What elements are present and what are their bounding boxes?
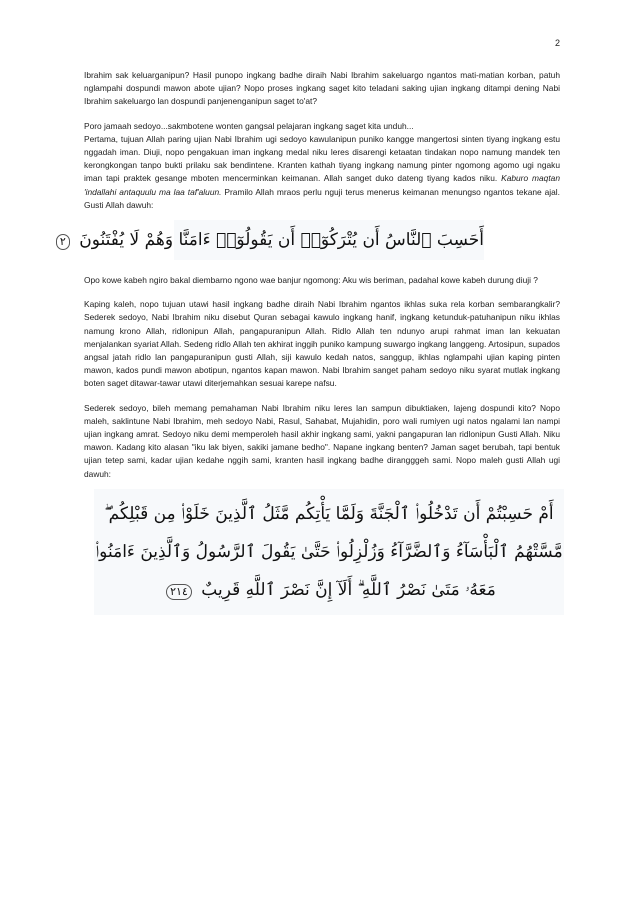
page-number: 2 [554, 38, 560, 48]
verse-1-text: أَحَسِبَ ٱلنَّاسُ أَن يُتْرَكُوٓا۟ أَن يَقُولُوٓا۟ ءَامَنَّا وَهُمْ لَا يُفْتَنُونَ [79, 230, 484, 251]
arabic-quote-transliteration: Kaburo maqtan 'indallahi antaquulu ma laa taf'aluun. [84, 173, 560, 197]
paragraph-reflection: Sederek sedoyo, bileh memang pemahaman Nabi Ibrahim niku leres lan sampun dibuktiaken, lajeng dospundi kito? Nopo maleh, saklintune Nabi Ibrahim, meh sedoyo Nabi, Rasul, Sahabat, Mujahidin, poro wali rumiyen ugi natos ngalami lan nampi ujian ingkang amrat. Sedoyo niku demi memperoleh hasil akhir ingkang sami, yakni pangapuran lan ridlonipun Gusti Allah. Niku mawon. Kadang kito alasan "iku lak biyen, sakiki jamane bedho". Napane ingkang benten? Jaman saget berubah, tapi bentuk ujian tetep sami, kadar ujian kedahe nggih sami, kranten hasil ingkang badhe dirangggeh sami. Nopo maleh gusti Allah ugi dawuh: [84, 402, 560, 479]
paragraph-intro: Ibrahim sak keluarganipun? Hasil punopo ingkang badhe diraih Nabi Ibrahim sakeluargo ngantos mati-matian korban, patuh nglampahi dospundi mawon abote ujian? Nopo proses ingkang saget kito teladani saking ujian ingkang ditampi dening Nabi Ibrahim sakeluargo lan dospundi panjenenganipun saget to'at? [84, 70, 560, 107]
paragraph-first-lesson [84, 133, 560, 212]
paragraph-verse-translation: Opo kowe kabeh ngiro bakal diembarno ngono wae banjur ngomong: Aku wis beriman, padahal kowe kabeh durung diuji ? [84, 275, 538, 286]
first-lesson-continuation: Pramilo Allah mraos perlu nguji terus menerus keimanan menungso ngantos tekane ajal. Gusti Allah dawuh: [84, 186, 560, 210]
first-lesson-text: Pertama, tujuan Allah paring ujian Nabi Ibrahim ugi sedoyo kawulanipun puniko kangge mangertosi sinten tiyang ingkang estu nggadah iman. Diuji, nopo pengakuan iman ingkang medal niku leres disarengi ketaatan tindakan nopo namung mandek ten kerongkongan tanpo bukti prilaku sak bendintene. Kranten kathah tiyang ingkang namung pinter ngomong agomo ugi ngaku iman tapi praktek gesange mboten mencerminkan keimanan. Allah sanget duko dateng tiyang kados niku. [84, 133, 560, 184]
paragraph-lessons-intro: Poro jamaah sedoyo...sakmbotene wonten gangsal pelajaran ingkang saget kita unduh... [84, 120, 414, 131]
quran-verse-baqarah-214 [94, 489, 564, 615]
verse-1-number: ٢ [56, 234, 70, 250]
document-body [59, 69, 563, 615]
verse-2-number: ٢١٤ [166, 584, 192, 600]
verse-2-text: أَمْ حَسِبْتُمْ أَن تَدْخُلُوا۟ ٱلْجَنَّةَ وَلَمَّا يَأْتِكُم مَّثَلُ ٱلَّذِينَ خَلَوْا۟ مِن قَبْلِكُم ۖ مَّسَّتْهُمُ ٱلْبَأْسَآءُ وَٱلضَّرَّآءُ وَزُلْزِلُوا۟ حَتَّىٰ يَقُولَ ٱلرَّسُولُ وَٱلَّذِينَ ءَامَنُوا۟ مَعَهُۥ مَتَىٰ نَصْرُ ٱللَّهِ ۗ أَلَآ إِنَّ نَصْرَ ٱللَّهِ قَرِيبٌ [95, 503, 563, 600]
quran-verse-ankabut-2 [59, 220, 484, 260]
paragraph-second-lesson: Kaping kaleh, nopo tujuan utawi hasil ingkang badhe diraih Nabi Ibrahim ngantos ikhlas suka rela korban sembarangkalir? Sederek sedoyo, Nabi Ibrahim niku disebut Quran sebagai kawulo ingkang hanif, ingkang ketunduk-patuhanipun niku ikhlas namung krono Allah, ridlonipun Allah, pangapuranipun Allah. Ridlo Allah ten ndunyo arupi rahmat iman lan kekuatan menjalankan syariat Allah. Sedeng ridlo Allah ten akhirat inggih puniko kampung suwargo ingkang langgeng. Artosipun, supados angsal jatah ridlo lan pangapuranipun gusti Allah, siji kawulo kedah natos, sanggup, ikhlas nglampahi ujian kaping pinten mawon, kados pundi mawon abotipun, ngantos kapan mawon. Nabi Ibrahim sanget paham sedoyo niku syarat mutlak ingkang boten saget ditawar-tawar utawi diterjemahkan sesuai karepe nafsu. [84, 299, 560, 389]
